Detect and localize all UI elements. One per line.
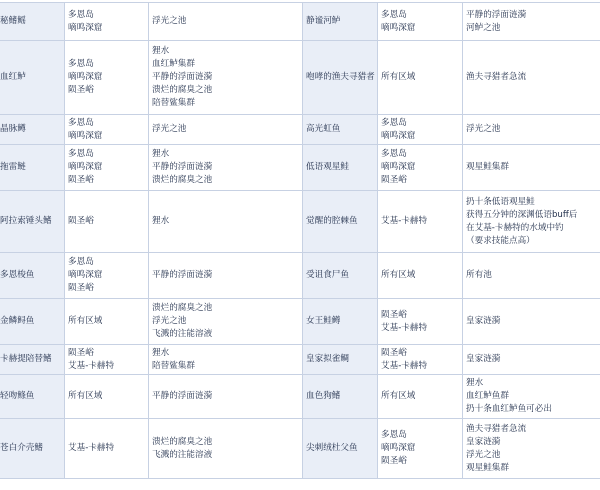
location-label: 平静的浮面涟漪 — [152, 270, 213, 280]
table-row — [0, 253, 600, 299]
table-row — [0, 419, 600, 479]
area-label: 所有区域 — [68, 316, 103, 326]
area-label: 嘀鸣深窟 — [381, 443, 416, 453]
location-cell — [463, 115, 600, 145]
area-cell — [378, 145, 463, 191]
location-label: 陪替鲨集群 — [152, 360, 195, 371]
location-label: 血红鲈鱼群 — [466, 391, 509, 401]
fish-name-cell — [303, 41, 378, 115]
area-label: 艾基-卡赫特 — [381, 322, 428, 333]
area-label: 嘀鸣深窟 — [68, 130, 103, 141]
location-cell — [463, 345, 600, 375]
fish-name-cell — [303, 345, 378, 375]
fish-name-cell — [303, 299, 378, 345]
location-label: 平静的浮面涟漪 — [152, 162, 213, 172]
fish-name-cell — [0, 191, 65, 253]
area-label: 嘀鸣深窟 — [68, 270, 103, 280]
location-label: 飞溅的注能溶液 — [152, 449, 213, 460]
fish-name: 咆哮的渔夫寻猎者 — [306, 72, 375, 82]
fish-name-cell — [0, 3, 65, 41]
fish-name-cell — [303, 191, 378, 253]
area-label: 陨圣峪 — [68, 216, 94, 226]
fish-name: 低语观星鲑 — [306, 162, 349, 172]
location-cell — [149, 419, 303, 479]
area-cell — [378, 375, 463, 419]
area-cell — [65, 419, 149, 479]
location-label: 狸水 — [152, 46, 170, 56]
fish-name: 拖雷鲢 — [0, 162, 26, 172]
area-label: 陨圣峪 — [381, 309, 407, 320]
area-label: 多恩岛 — [68, 257, 94, 267]
area-label: 嘀鸣深窟 — [68, 162, 103, 172]
fish-name-cell — [0, 419, 65, 479]
fish-name-cell — [0, 115, 65, 145]
area-label: 多恩岛 — [381, 149, 407, 159]
fish-name: 血色狗鳍 — [306, 391, 341, 401]
area-label: 艾基-卡赫特 — [381, 360, 428, 371]
area-label: 艾基-卡赫特 — [68, 443, 115, 453]
fish-name-cell — [303, 115, 378, 145]
fish-name: 晶脉鳟 — [0, 124, 26, 134]
fish-name: 卡赫提陪替鳍 — [0, 354, 52, 364]
area-cell — [65, 299, 149, 345]
area-label: 所有区域 — [381, 270, 416, 280]
area-label: 嘀鸣深窟 — [381, 162, 416, 172]
table-row — [0, 115, 600, 145]
area-label: 所有区域 — [68, 391, 103, 401]
fish-name-cell — [0, 145, 65, 191]
fish-location-table — [0, 2, 600, 479]
area-label: 陨圣峪 — [381, 347, 407, 358]
area-label: 多恩岛 — [68, 149, 94, 159]
area-cell — [378, 115, 463, 145]
location-label: 获得五分钟的深渊低语buff后 — [466, 209, 578, 220]
location-label: 浮光之池 — [152, 124, 187, 134]
area-label: 嘀鸣深窟 — [381, 130, 416, 141]
fish-name-cell — [0, 299, 65, 345]
fish-name-cell — [303, 253, 378, 299]
location-label: 观星鲑集群 — [466, 162, 509, 172]
location-label: 狸水 — [152, 347, 170, 358]
fish-name: 高光虹鱼 — [306, 124, 341, 134]
location-cell — [149, 41, 303, 115]
area-cell — [65, 253, 149, 299]
location-cell — [463, 375, 600, 419]
area-cell — [378, 3, 463, 41]
location-cell — [149, 299, 303, 345]
area-cell — [65, 115, 149, 145]
table-row — [0, 145, 600, 191]
fish-name: 皇家拟雀鲷 — [306, 354, 349, 364]
location-label: 皇家涟漪 — [466, 436, 501, 447]
area-label: 所有区域 — [381, 72, 416, 82]
fish-name: 尖刺绒杜父鱼 — [306, 443, 358, 453]
location-label: 平静的浮面涟漪 — [466, 9, 527, 20]
location-label: 皇家涟漪 — [466, 316, 501, 326]
location-cell — [463, 253, 600, 299]
fish-name-cell — [303, 3, 378, 41]
fish-name: 静谧河鲈 — [306, 16, 341, 26]
location-label: 渔夫寻猎者急流 — [466, 72, 527, 82]
area-cell — [65, 375, 149, 419]
table-row — [0, 41, 600, 115]
table-row — [0, 345, 600, 375]
table-row — [0, 191, 600, 253]
location-label: 陪替鲨集群 — [152, 98, 195, 108]
fish-name: 轻吻鲦鱼 — [0, 391, 35, 401]
location-cell — [463, 191, 600, 253]
location-label: 溃烂的腐臭之池 — [152, 175, 213, 185]
area-label: 嘀鸣深窟 — [381, 22, 416, 33]
area-cell — [65, 145, 149, 191]
area-label: 陨圣峪 — [381, 456, 407, 466]
location-label: 狸水 — [152, 216, 170, 226]
fish-name-cell — [303, 375, 378, 419]
area-cell — [378, 253, 463, 299]
fish-name-cell — [0, 375, 65, 419]
table-row — [0, 3, 600, 41]
area-label: 所有区域 — [381, 391, 416, 401]
fish-name-cell — [0, 345, 65, 375]
area-cell — [65, 191, 149, 253]
fish-name: 阿拉索锤头鳍 — [0, 216, 52, 226]
area-cell — [65, 3, 149, 41]
fish-name-cell — [303, 419, 378, 479]
location-label: 狸水 — [152, 149, 170, 159]
location-label: 扔十条低语观星鲑 — [466, 196, 535, 207]
fish-name: 觉醒的腔棘鱼 — [306, 216, 358, 226]
location-label: 扔十条血红鲈鱼可必出 — [466, 404, 552, 414]
area-cell — [378, 345, 463, 375]
area-cell — [378, 299, 463, 345]
location-label: 所有池 — [466, 270, 492, 280]
location-label: 溃烂的腐臭之池 — [152, 85, 213, 95]
fish-name-cell — [303, 145, 378, 191]
location-label: 河鲈之池 — [466, 22, 501, 33]
location-label: 溃烂的腐臭之池 — [152, 436, 213, 447]
area-label: 陨圣峪 — [68, 347, 94, 358]
location-cell — [463, 145, 600, 191]
fish-name: 苍白介壳鳍 — [0, 443, 43, 453]
location-label: 平静的浮面涟漪 — [152, 391, 213, 401]
location-cell — [149, 253, 303, 299]
location-label: 在艾基-卡赫特的水域中钓 — [466, 222, 564, 233]
location-label: 血红鲈集群 — [152, 59, 195, 69]
area-label: 嘀鸣深窟 — [68, 22, 103, 33]
location-cell — [149, 345, 303, 375]
fish-name: 秘鳍鳐 — [0, 16, 26, 26]
location-cell — [463, 419, 600, 479]
location-cell — [149, 375, 303, 419]
fish-name: 金鳞鲟鱼 — [0, 316, 35, 326]
location-label: 浮光之池 — [466, 449, 501, 460]
area-cell — [65, 345, 149, 375]
area-cell — [378, 419, 463, 479]
area-label: 陨圣峪 — [68, 175, 94, 185]
fish-name: 血红鲈 — [0, 72, 26, 82]
fish-name: 女王鲑鳟 — [306, 316, 341, 326]
location-cell — [463, 3, 600, 41]
area-cell — [378, 41, 463, 115]
fish-name-cell — [0, 41, 65, 115]
area-label: 艾基-卡赫特 — [68, 360, 115, 371]
area-label: 多恩岛 — [381, 430, 407, 440]
location-label: 渔夫寻猎者急流 — [466, 423, 527, 434]
area-label: 多恩岛 — [68, 9, 94, 20]
fish-name: 多恩梭鱼 — [0, 270, 35, 280]
location-label: （要求技能点高） — [466, 235, 535, 246]
fish-name-cell — [0, 253, 65, 299]
area-label: 多恩岛 — [381, 9, 407, 20]
area-label: 多恩岛 — [68, 59, 94, 69]
area-label: 陨圣峪 — [68, 283, 94, 293]
table-row — [0, 299, 600, 345]
location-label: 浮光之池 — [152, 316, 187, 326]
location-label: 狸水 — [466, 378, 484, 388]
area-label: 艾基-卡赫特 — [381, 216, 428, 226]
location-cell — [149, 115, 303, 145]
location-cell — [149, 3, 303, 41]
area-label: 多恩岛 — [68, 117, 94, 128]
area-label: 多恩岛 — [381, 117, 407, 128]
location-label: 飞溅的注能溶液 — [152, 329, 213, 339]
location-label: 皇家涟漪 — [466, 354, 501, 364]
location-cell — [463, 41, 600, 115]
location-label: 浮光之池 — [466, 124, 501, 134]
area-label: 陨圣峪 — [381, 175, 407, 185]
area-label: 陨圣峪 — [68, 85, 94, 95]
location-label: 观星鲑集群 — [466, 462, 509, 473]
location-label: 平静的浮面涟漪 — [152, 72, 213, 82]
location-cell — [149, 145, 303, 191]
table-row — [0, 375, 600, 419]
location-label: 浮光之池 — [152, 16, 187, 26]
location-label: 溃烂的腐臭之池 — [152, 303, 213, 313]
area-label: 嘀鸣深窟 — [68, 72, 103, 82]
location-cell — [149, 191, 303, 253]
fish-name: 受诅食尸鱼 — [306, 270, 349, 280]
area-cell — [378, 191, 463, 253]
area-cell — [65, 41, 149, 115]
location-cell — [463, 299, 600, 345]
